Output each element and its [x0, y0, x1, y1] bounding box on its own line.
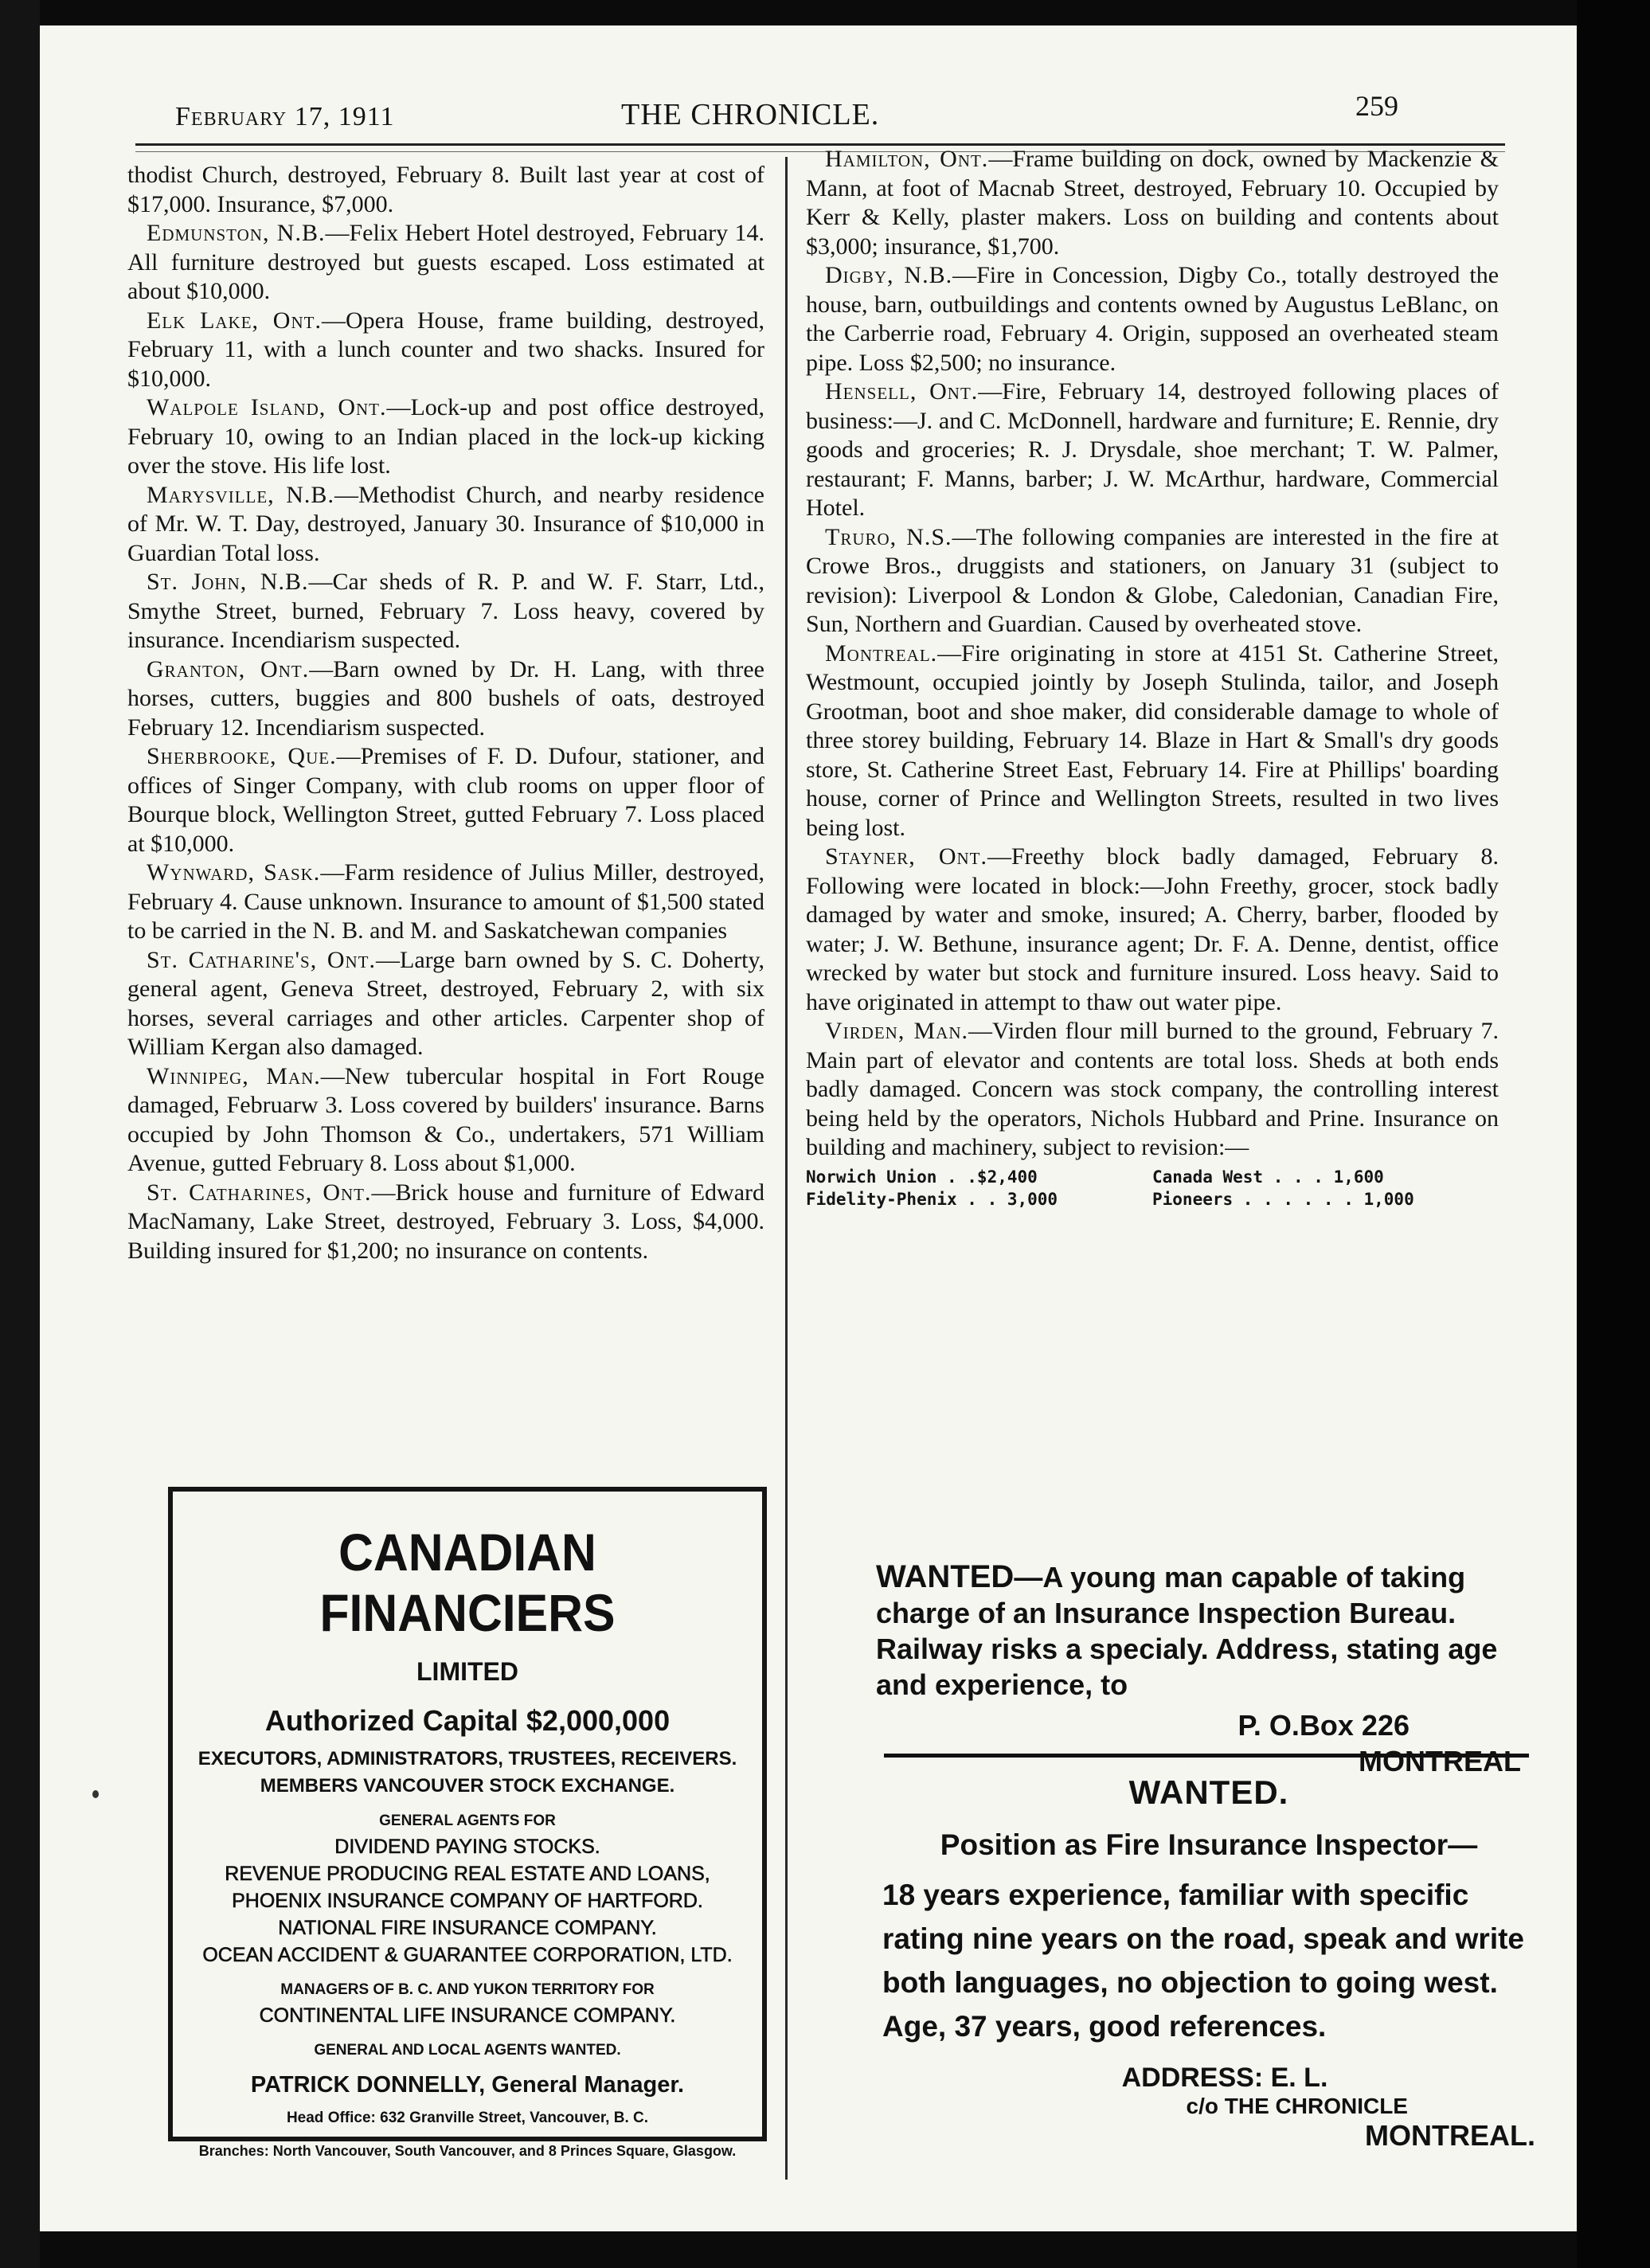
fire-item: Sherbrooke, Que.—Premises of F. D. Dufour, stationer, and offices of Singer Company, with club rooms on upper floor of Bourque block, Wellington Street, gutted February 7. Loss placed at $10,000. — [127, 743, 765, 857]
scan-edge-right — [1577, 0, 1650, 2268]
fire-item: Truro, N.S.—The following companies are interested in the fire at Crowe Bros., druggists and stationers, on January 31 (subject to revision): Liverpool & London & Globe, Caledonian, Canadian Fire, Sun, Northern and Guardian. Caused by overheated stove. — [806, 523, 1499, 637]
place-name: Marysville, N.B. — [147, 481, 334, 508]
list-item: REVENUE PRODUCING REAL ESTATE AND LOANS, — [225, 1863, 710, 1885]
table-row — [806, 1188, 1499, 1210]
ad-title: CANADIAN FINANCIERS — [319, 1523, 616, 1642]
head-office: Head Office: 632 Granville Street, Vancouver, B. C. — [286, 2110, 649, 2126]
left-column — [127, 161, 764, 1265]
general-manager: PATRICK DONNELLY, General Manager. — [250, 2072, 685, 2098]
column-divider — [785, 157, 788, 2180]
table-cell: Norwich Union . .$2,400 — [806, 1167, 1038, 1187]
city: MONTREAL. — [1365, 2119, 1535, 2152]
list-item: PHOENIX INSURANCE COMPANY OF HARTFORD. — [232, 1890, 703, 1912]
newspaper-page — [40, 25, 1577, 2231]
branches: Branches: North Vancouver, South Vancouver, and 8 Princes Square, Glasgow. — [198, 2143, 737, 2159]
wanted-heading: WANTED — [876, 1559, 1015, 1594]
place-name: Wynward, Sask. — [147, 859, 321, 886]
scan-speck — [92, 1790, 99, 1798]
ad-subtitle: LIMITED — [416, 1657, 518, 1686]
publication-title: THE CHRONICLE. — [621, 98, 880, 131]
table-cell: Pioneers . . . . . . 1,000 — [1152, 1189, 1414, 1209]
fire-item: Virden, Man.—Virden flour mill burned to the ground, February 7. Main part of elevator and contents are total loss. Sheds at both ends badly damaged. Concern was stock company, the controlling interest being held by the operators, Nichols Hubbard and Prine. Insurance on building and machinery, subject to revision:— — [806, 1018, 1499, 1160]
place-name: Edmunston, N.B. — [147, 220, 326, 246]
general-agents-heading: GENERAL AGENTS FOR — [379, 1812, 556, 1829]
fire-item: St. John, N.B.—Car sheds of R. P. and W. F. Starr, Ltd., Smythe Street, burned, February 7. Loss heavy, covered by insurance. Incendiarism suspected. — [127, 569, 765, 653]
city: MONTREAL — [1359, 1745, 1521, 1777]
wanted-title: WANTED. — [1128, 1773, 1289, 1811]
list-item: DIVIDEND PAYING STOCKS. — [334, 1836, 600, 1858]
services-line: EXECUTORS, ADMINISTRATORS, TRUSTEES, RECEIVERS. — [197, 1748, 737, 1769]
issue-date: February 17, 1911 — [175, 102, 395, 131]
fire-item: Elk Lake, Ont.—Opera House, frame building, destroyed, February 11, with a lunch counter and two shacks. Insured for $10,000. — [127, 307, 764, 392]
fire-item: Wynward, Sask.—Farm residence of Julius Miller, destroyed, February 4. Cause unknown. Insurance to amount of $1,500 stated to be carried in the N. B. and M. and Saskatchewan companies — [127, 859, 764, 944]
page-number: 259 — [1355, 90, 1398, 122]
fire-item: St. Catharines, Ont.—Brick house and furniture of Edward MacNamany, Lake Street, destroyed, February 3. Loss, $4,000. Building insured for $1,200; no insurance on contents. — [127, 1179, 764, 1264]
wanted-position-ad — [882, 1769, 1535, 2153]
exchange-line: MEMBERS VANCOUVER STOCK EXCHANGE. — [260, 1775, 675, 1797]
table-cell: Fidelity-Phenix . . 3,000 — [806, 1189, 1058, 1209]
fire-item: Montreal.—Fire originating in store at 4151 St. Catherine Street, Westmount, occupied jointly by Joseph Stulinda, tailor, and Joseph Grootman, boot and shoe maker, did considerable damage to whole of three storey building, February 14. Blaze in Hart & Small's dry goods store, St. Catherine Street East, February 14. Fire at Phillips' boarding house, corner of Prince and Wellington Streets, resulted in two lives being lost. — [806, 639, 1499, 841]
ad-separator — [884, 1754, 1529, 1758]
place-name: Truro, N.S. — [825, 523, 952, 550]
fire-item: Hamilton, Ont.—Frame building on dock, owned by Mackenzie & Mann, at foot of Macnab Street, destroyed, February 10. Occupied by Kerr & Kelly, plaster makers. Loss on building and contents about $3,000; insurance, $1,700. — [806, 146, 1499, 260]
place-name: Elk Lake, Ont. — [147, 307, 322, 334]
place-name: Winnipeg, Man. — [147, 1062, 321, 1089]
place-name: Virden, Man. — [825, 1018, 968, 1044]
place-name: Sherbrooke, Que. — [147, 743, 337, 769]
care-of-line: c/o THE CHRONICLE — [1186, 2094, 1408, 2118]
place-name: St. Catharines, Ont. — [147, 1179, 372, 1206]
insurance-table — [806, 1166, 1499, 1210]
table-row — [806, 1166, 1499, 1188]
right-column — [806, 145, 1499, 1210]
address-line: ADDRESS: E. L. — [1121, 2063, 1328, 2093]
place-name: Hamilton, Ont. — [825, 146, 989, 172]
place-name: St. John, N.B. — [147, 569, 309, 595]
managers-line: MANAGERS OF B. C. AND YUKON TERRITORY FOR — [280, 1981, 655, 1998]
place-name: St. Catharine's, Ont. — [147, 946, 377, 973]
page-header — [40, 25, 1577, 137]
place-name: Hensell, Ont. — [825, 378, 979, 405]
fire-item: Digby, N.B.—Fire in Concession, Digby Co., totally destroyed the house, barn, outbuildings and contents owned by Augustus LeBlanc, on the Carberrie road, February 4. Origin, supposed an overheated steam pipe. Loss $2,500; no insurance. — [806, 262, 1499, 376]
list-item: NATIONAL FIRE INSURANCE COMPANY. — [278, 1917, 657, 1939]
place-name: Stayner, Ont. — [825, 843, 987, 870]
canadian-financiers-ad — [169, 1488, 766, 2159]
place-name: Digby, N.B. — [825, 262, 953, 288]
agents-wanted-line: GENERAL AND LOCAL AGENTS WANTED. — [314, 2042, 621, 2059]
agency-list — [173, 1833, 762, 1969]
fire-item: Stayner, Ont.—Freethy block badly damaged, February 8. Following were located in block:—John Freethy, grocer, stock badly damaged by water and smoke, insured; A. Cherry, barber, flooded by water; J. W. Bethune, insurance agent; Dr. F. A. Denne, dentist, office wrecked by water but stock and furniture insured. Loss heavy. Said to have originated in attempt to thaw out water pipe. — [806, 843, 1499, 1015]
fire-item: Marysville, N.B.—Methodist Church, and nearby residence of Mr. W. T. Day, destroyed, January 30. Insurance of $10,000 in Guardian Total loss. — [127, 481, 764, 566]
scan-edge-left — [0, 0, 40, 2268]
fire-item: Granton, Ont.—Barn owned by Dr. H. Lang, with three horses, cutters, buggies and 800 bushels of oats, destroyed February 12. Incendiarism suspected. — [127, 655, 764, 741]
po-box: P. O.Box 226 — [1238, 1709, 1410, 1742]
fire-item: Hensell, Ont.—Fire, February 14, destroyed following places of business:—J. and C. McDonnell, hardware and furniture; E. Rennie, dry goods and groceries; R. J. Drysdale, shoe merchant; T. W. Palmer, restaurant; F. Manns, barber; J. W. McArthur, hardware, Commercial Hotel. — [806, 378, 1499, 521]
position-line: Position as Fire Insurance Inspector— — [940, 1828, 1478, 1861]
fire-item: thodist Church, destroyed, February 8. Built last year at cost of $17,000. Insurance, $7,000. — [127, 162, 764, 217]
authorized-capital: Authorized Capital $2,000,000 — [264, 1704, 671, 1737]
wanted-text: —A young man capable of taking charge of an Insurance Inspection Bureau. Railway risks a specialy. Address, stating age and experience, to — [876, 1561, 1498, 1701]
wanted-inspection-ad — [876, 1559, 1521, 1779]
table-cell: Canada West . . . 1,600 — [1152, 1167, 1384, 1187]
list-item: OCEAN ACCIDENT & GUARANTEE CORPORATION, LTD. — [202, 1944, 733, 1966]
fire-item: Walpole Island, Ont.—Lock-up and post office destroyed, February 10, owing to an Indian placed in the lock-up kicking over the stove. His life lost. — [127, 394, 764, 479]
place-name: Walpole Island, Ont. — [147, 394, 387, 420]
fire-item: Edmunston, N.B.—Felix Hebert Hotel destroyed, February 14. All furniture destroyed but guests escaped. Loss estimated at about $10,000. — [127, 220, 764, 304]
place-name: Granton, Ont. — [147, 655, 310, 682]
position-body: 18 years experience, familiar with specific rating nine years on the road, speak and write both languages, no objection to going west. Age, 37 years, good references. — [882, 1879, 1524, 2043]
fire-item: St. Catharine's, Ont.—Large barn owned by S. C. Doherty, general agent, Geneva Street, destroyed, February 2, with six horses, several carriages and other articles. Carpenter shop of William Kergan also damaged. — [127, 946, 764, 1060]
fire-item: Winnipeg, Man.—New tubercular hospital in Fort Rouge damaged, Februarw 3. Loss covered by builders' insurance. Barns occupied by John Thomson & Co., undertakers, 571 William Avenue, gutted February 8. Loss about $1,000. — [127, 1062, 764, 1176]
place-name: Montreal. — [825, 639, 938, 667]
continental-line: CONTINENTAL LIFE INSURANCE COMPANY. — [259, 2004, 676, 2027]
